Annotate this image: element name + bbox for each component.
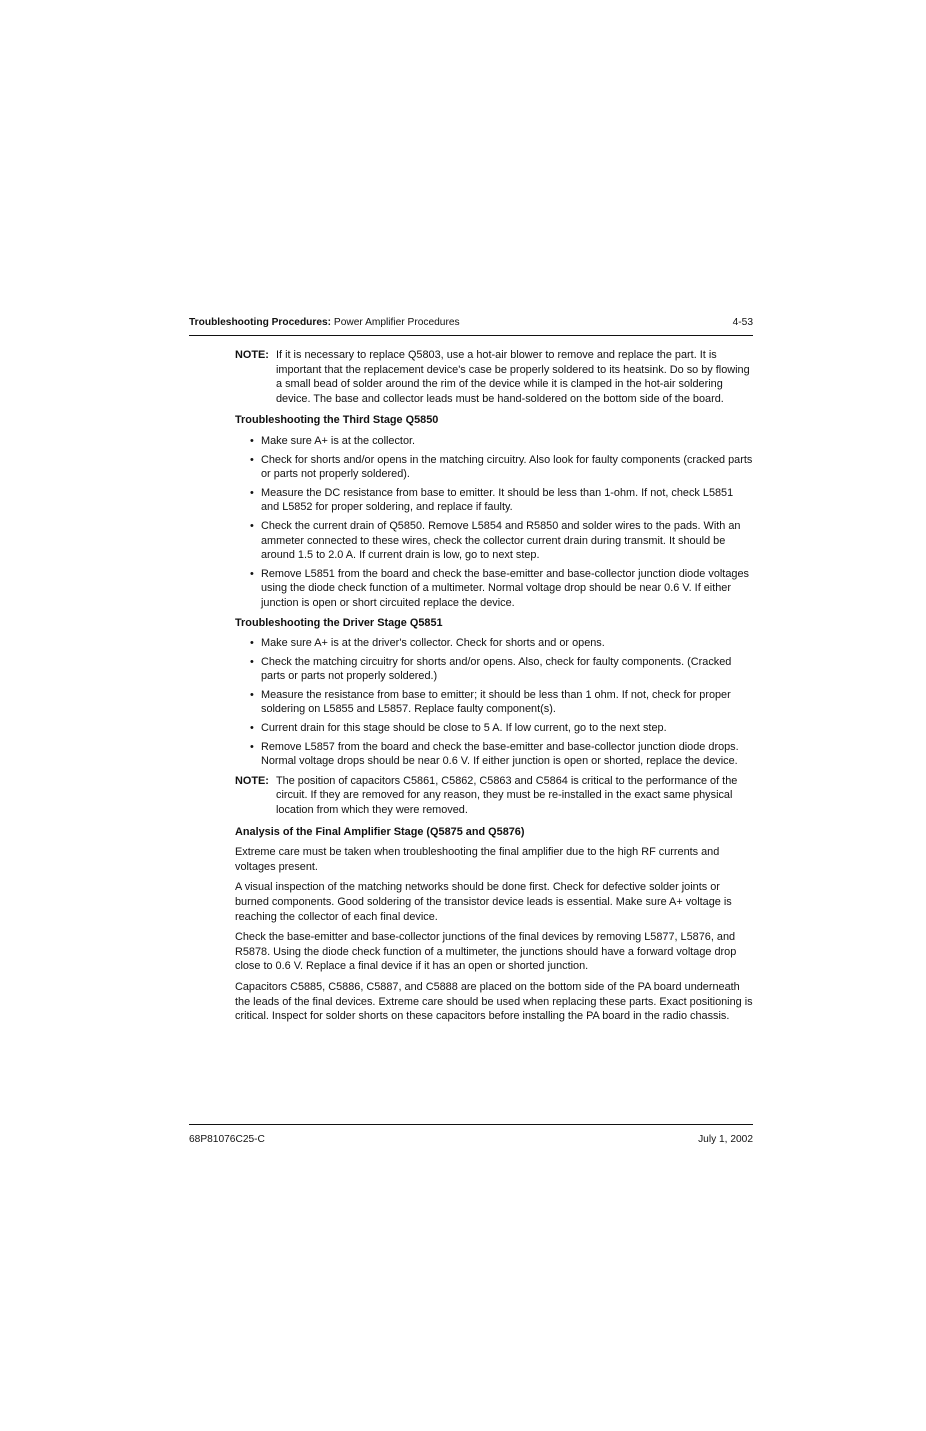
page-content bbox=[235, 348, 753, 1030]
footer-rule bbox=[189, 1124, 753, 1125]
list-item: • Remove L5857 from the board and check the base-emitter and base-collector junction diode drops. Normal voltage drops should be near 0.6 V. If either junction is open or shorted, replace the device. bbox=[261, 740, 753, 769]
list-item: • Current drain for this stage should be close to 5 A. If low current, go to the next step. bbox=[261, 721, 753, 736]
list-item: • Remove L5851 from the board and check the base-emitter and base-collector junction diode voltages using the diode check function of a multimeter. Normal voltage drop should be near 0.6 V. If either junction is open or short circuited replace the device. bbox=[261, 567, 753, 611]
list-item: • Measure the DC resistance from base to emitter. It should be less than 1-ohm. If not, check L5851 and L5852 for proper soldering, and replace if faulty. bbox=[261, 486, 753, 515]
paragraph: Capacitors C5885, C5886, C5887, and C5888 are placed on the bottom side of the PA board underneath the leads of the final devices. Extreme care should be used when replacing these parts. Exact positioning is critical. Inspect for solder shorts on these capacitors before installing the PA board in the radio chassis. bbox=[235, 980, 753, 1023]
list-item: • Check the current drain of Q5850. Remove L5854 and R5850 and solder wires to the pads. With an ammeter connected to these wires, check the collector current drain during transmit. It should be around 1.5 to 2.0 A. If current drain is low, go to next step. bbox=[261, 519, 753, 563]
paragraph: Check the base-emitter and base-collector junctions of the final devices by removing L5877, L5876, and R5878. Using the diode check function of a multimeter, the junctions should have a forward voltage drop close to 0.6 V. Replace a final device if it has an open or shorted junction. bbox=[235, 931, 737, 973]
heading-final-stage: Analysis of the Final Amplifier Stage (Q5875 and Q5876) bbox=[235, 825, 525, 838]
page-number: 4-53 bbox=[732, 317, 753, 328]
paragraph: Extreme care must be taken when troubleshooting the final amplifier due to the high RF currents and voltages present. bbox=[235, 846, 720, 873]
note-label: NOTE: bbox=[235, 774, 269, 787]
note-capacitors bbox=[235, 774, 753, 818]
header-section: Troubleshooting Procedures: bbox=[189, 317, 332, 328]
list-item: • Make sure A+ is at the collector. bbox=[261, 434, 753, 449]
note-hot-air bbox=[235, 348, 753, 406]
third-stage-list bbox=[235, 434, 753, 611]
publication-date: July 1, 2002 bbox=[698, 1134, 753, 1145]
driver-stage-list bbox=[235, 636, 753, 769]
note-text: If it is necessary to replace Q5803, use a hot-air blower to remove and replace the part. It is important that the replacement device's case be properly soldered to its heatsink. Do so by flowing a small bead of solder around the rim of the device while it is clamped in the hot-air soldering device. The base and collector leads must be hand-soldered on the bottom side of the board. bbox=[276, 349, 750, 405]
header-rule bbox=[189, 335, 753, 336]
heading-driver-stage: Troubleshooting the Driver Stage Q5851 bbox=[235, 616, 443, 629]
note-label: NOTE: bbox=[235, 349, 269, 361]
heading-third-stage: Troubleshooting the Third Stage Q5850 bbox=[235, 414, 439, 427]
header-subsection: Power Amplifier Procedures bbox=[333, 317, 460, 328]
list-item: • Check for shorts and/or opens in the matching circuitry. Also look for faulty components (cracked parts or parts not properly soldered). bbox=[261, 453, 753, 482]
page-footer bbox=[189, 1133, 753, 1147]
doc-number: 68P81076C25-C bbox=[189, 1134, 265, 1145]
header-title bbox=[189, 316, 460, 330]
paragraph: A visual inspection of the matching networks should be done first. Check for defective solder joints or burned components. Good soldering of the transistor device leads is essential. Make sure A+ voltage is reaching the collector of each final device. bbox=[235, 881, 732, 923]
page-header bbox=[189, 316, 753, 330]
list-item: • Check the matching circuitry for shorts and/or opens. Also, check for faulty components. (Cracked parts or parts not properly soldered.) bbox=[261, 655, 753, 684]
list-item: • Make sure A+ is at the driver's collector. Check for shorts and or opens. bbox=[261, 636, 753, 651]
note-text: The position of capacitors C5861, C5862, C5863 and C5864 is critical to the performance of the circuit. If they are removed for any reason, they must be re-installed in the exact same physical location from which they were removed. bbox=[276, 774, 738, 817]
list-item: • Measure the resistance from base to emitter; it should be less than 1 ohm. If not, check for proper soldering on L5855 and L5857. Replace faulty component(s). bbox=[261, 688, 753, 717]
